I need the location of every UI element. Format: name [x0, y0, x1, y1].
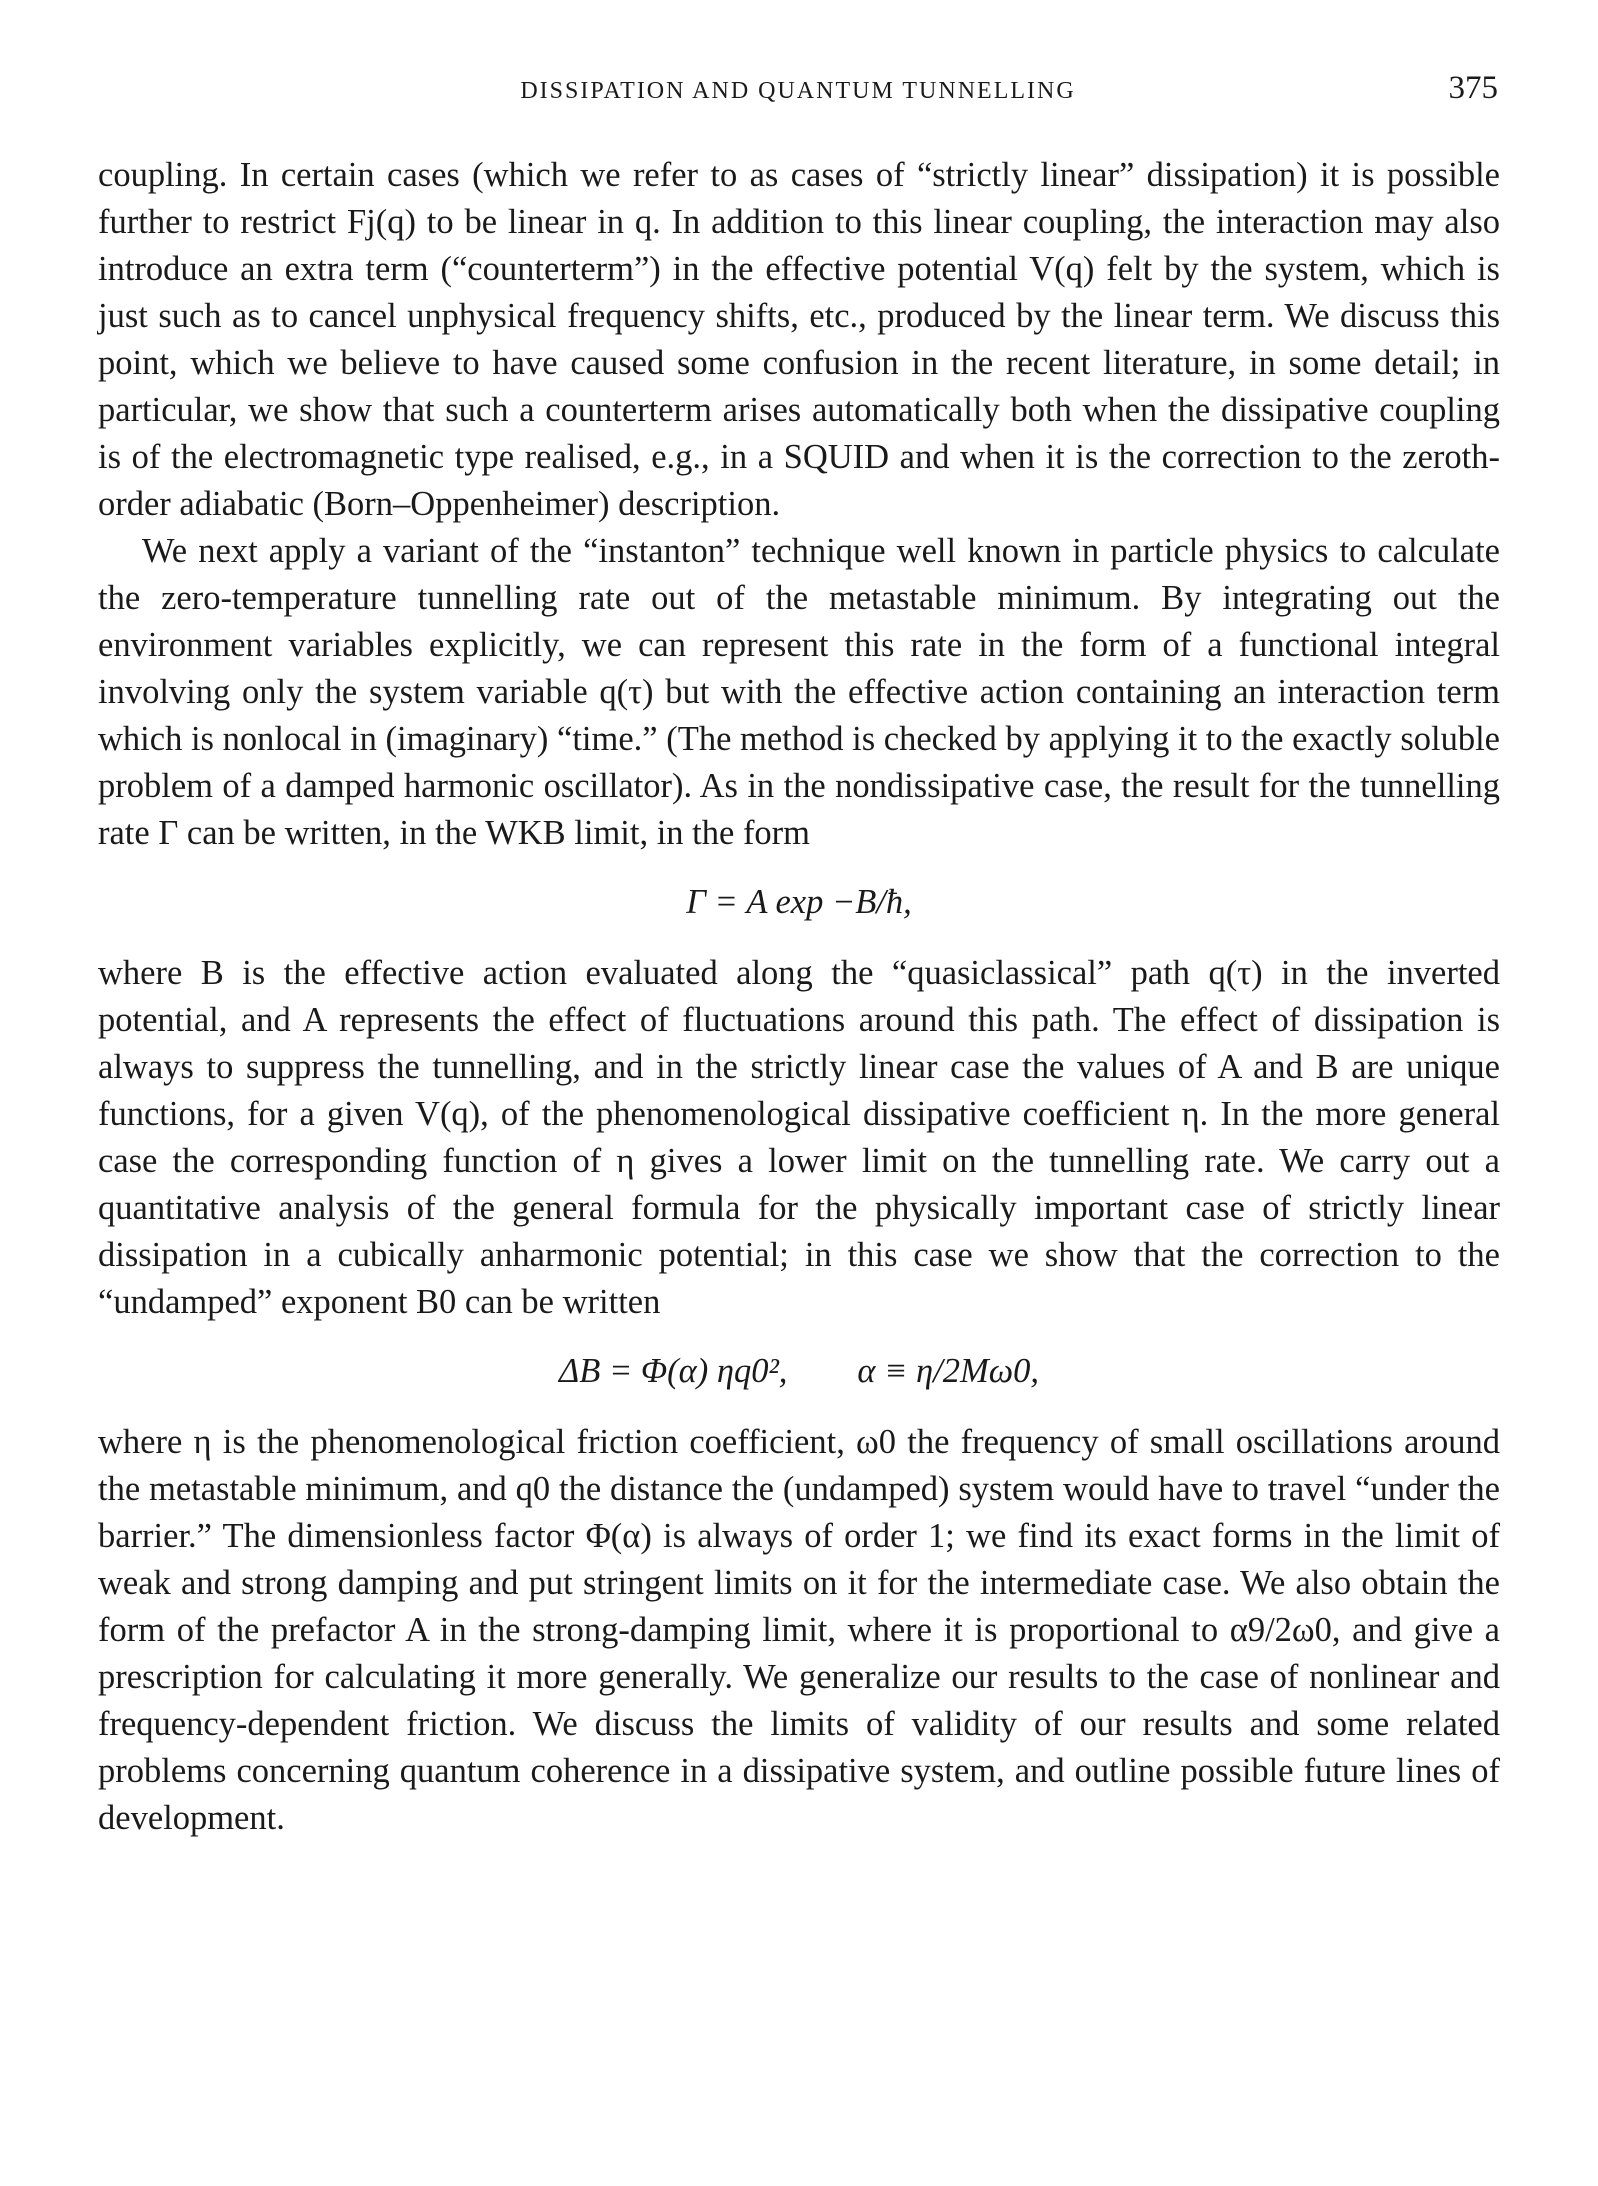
running-head [98, 68, 1498, 112]
equation-delta-b-expr: ΔB = Φ(α) ηq0², [559, 1352, 788, 1390]
equation-delta-b [98, 1348, 1500, 1395]
paragraph-4: where η is the phenomenological friction coefficient, ω0 the frequency of small oscillations around the metastable minimum, and q0 the distance the (undamped) system would have to travel “under the barrier.” The dimensionless factor Φ(α) is always of order 1; we find its exact forms in the limit of weak and strong damping and put stringent limits on it for the intermediate case. We also obtain the form of the prefactor A in the strong-damping limit, where it is proportional to α9/2ω0, and give a prescription for calculating it more generally. We generalize our results to the case of nonlinear and frequency-dependent friction. We discuss the limits of validity of our results and some related problems concerning quantum coherence in a dissipative system, and outline possible future lines of development. [98, 1423, 1500, 1837]
body-text [98, 152, 1500, 1842]
paragraph-3: where B is the effective action evaluated along the “quasiclassical” path q(τ) in the inverted potential, and A represents the effect of fluctuations around this path. The effect of dissipation is always to suppress the tunnelling, and in the strictly linear case the values of A and B are unique functions, for a given V(q), of the phenomenological dissipative coefficient η. In the more general case the corresponding function of η gives a lower limit on the tunnelling rate. We carry out a quantitative analysis of the general formula for the physically important case of strictly linear dissipation in a cubically anharmonic potential; in this case we show that the correction to the “undamped” exponent B0 can be written [98, 954, 1500, 1321]
paragraph-2: We next apply a variant of the “instanton” technique well known in particle physics to calculate the zero-temperature tunnelling rate out of the metastable minimum. By integrating out the environment variables explicitly, we can represent this rate in the form of a functional integral involving only the system variable q(τ) but with the effective action containing an interaction term which is nonlocal in (imaginary) “time.” (The method is checked by applying it to the exactly soluble problem of a damped harmonic oscillator). As in the nondissipative case, the result for the tunnelling rate Γ can be written, in the WKB limit, in the form [98, 532, 1500, 852]
running-title: DISSIPATION AND QUANTUM TUNNELLING [520, 78, 1076, 104]
page-number: 375 [1448, 70, 1498, 106]
equation-tunnelling-rate: Γ = A exp −B/ħ, [686, 883, 912, 921]
paragraph-1: coupling. In certain cases (which we refer to as cases of “strictly linear” dissipation) it is possible further to restrict Fj(q) to be linear in q. In addition to this linear coupling, the interaction may also introduce an extra term (“counterterm”) in the effective potential V(q) felt by the system, which is just such as to cancel unphysical frequency shifts, etc., produced by the linear term. We discuss this point, which we believe to have caused some confusion in the recent literature, in some detail; in particular, we show that such a counterterm arises automatically both when the dissipative coupling is of the electromagnetic type realised, e.g., in a SQUID and when it is the correction to the zeroth-order adiabatic (Born–Oppenheimer) description. [98, 156, 1500, 523]
equation-alpha-def: α ≡ η/2Mω0, [857, 1352, 1039, 1390]
